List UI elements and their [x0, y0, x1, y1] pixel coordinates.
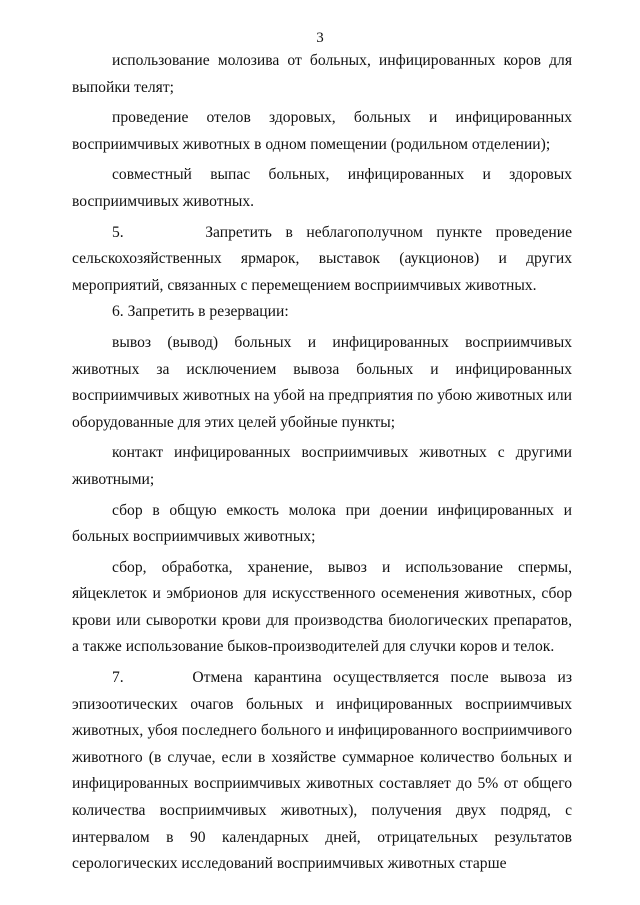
paragraph-item-7: 7. Отмена карантина осуществляется после вывоза из эпизоотических очагов больных и инфицированных восприимчивых животных, убоя последнего больного и инфицированного восприимчивого животного (в случае, если в хозяйстве суммарное количество больных и инфицированных восприимчивых животных составляет до 5% от общего количества восприимчивых животных), получения двух подряд, с интервалом в 90 календарных дней, отрицательных результатов серологических исследований восприимчивых животных старше	[72, 669, 572, 873]
paragraph-item-6-heading: 6. Запретить в резервации:	[112, 303, 289, 321]
paragraph-contact: контакт инфицированных восприимчивых животных с другими животными;	[72, 444, 572, 488]
paragraph-colostrum: использование молозива от больных, инфицированных коров для выпойки телят;	[72, 52, 572, 96]
page-number: 3	[316, 30, 324, 46]
document-body	[72, 48, 572, 878]
paragraph-calving: проведение отелов здоровых, больных и инфицированных восприимчивых животных в одном помещении (родильном отделении);	[72, 109, 572, 153]
paragraph-item-5: 5. Запретить в неблагополучном пункте проведение сельскохозяйственных ярмарок, выставок (аукционов) и других мероприятий, связанных с перемещением восприимчивых животных.	[72, 223, 572, 294]
paragraph-grazing: совместный выпас больных, инфицированных и здоровых восприимчивых животных.	[72, 166, 572, 210]
paragraph-sperm: сбор, обработка, хранение, вывоз и использование спермы, яйцеклеток и эмбрионов для искусственного осеменения животных, сбор крови или сыворотки крови для производства биологических препаратов, а также использование быков-производителей для случки коров и телок.	[72, 558, 572, 656]
paragraph-milk: сбор в общую емкость молока при доении инфицированных и больных восприимчивых животных;	[72, 501, 572, 546]
paragraph-removal: вывоз (вывод) больных и инфицированных восприимчивых животных за исключением вывоза больных и инфицированных восприимчивых животных на убой на предприятия по убою животных или оборудованные для этих целей убойные пункты;	[72, 333, 572, 431]
